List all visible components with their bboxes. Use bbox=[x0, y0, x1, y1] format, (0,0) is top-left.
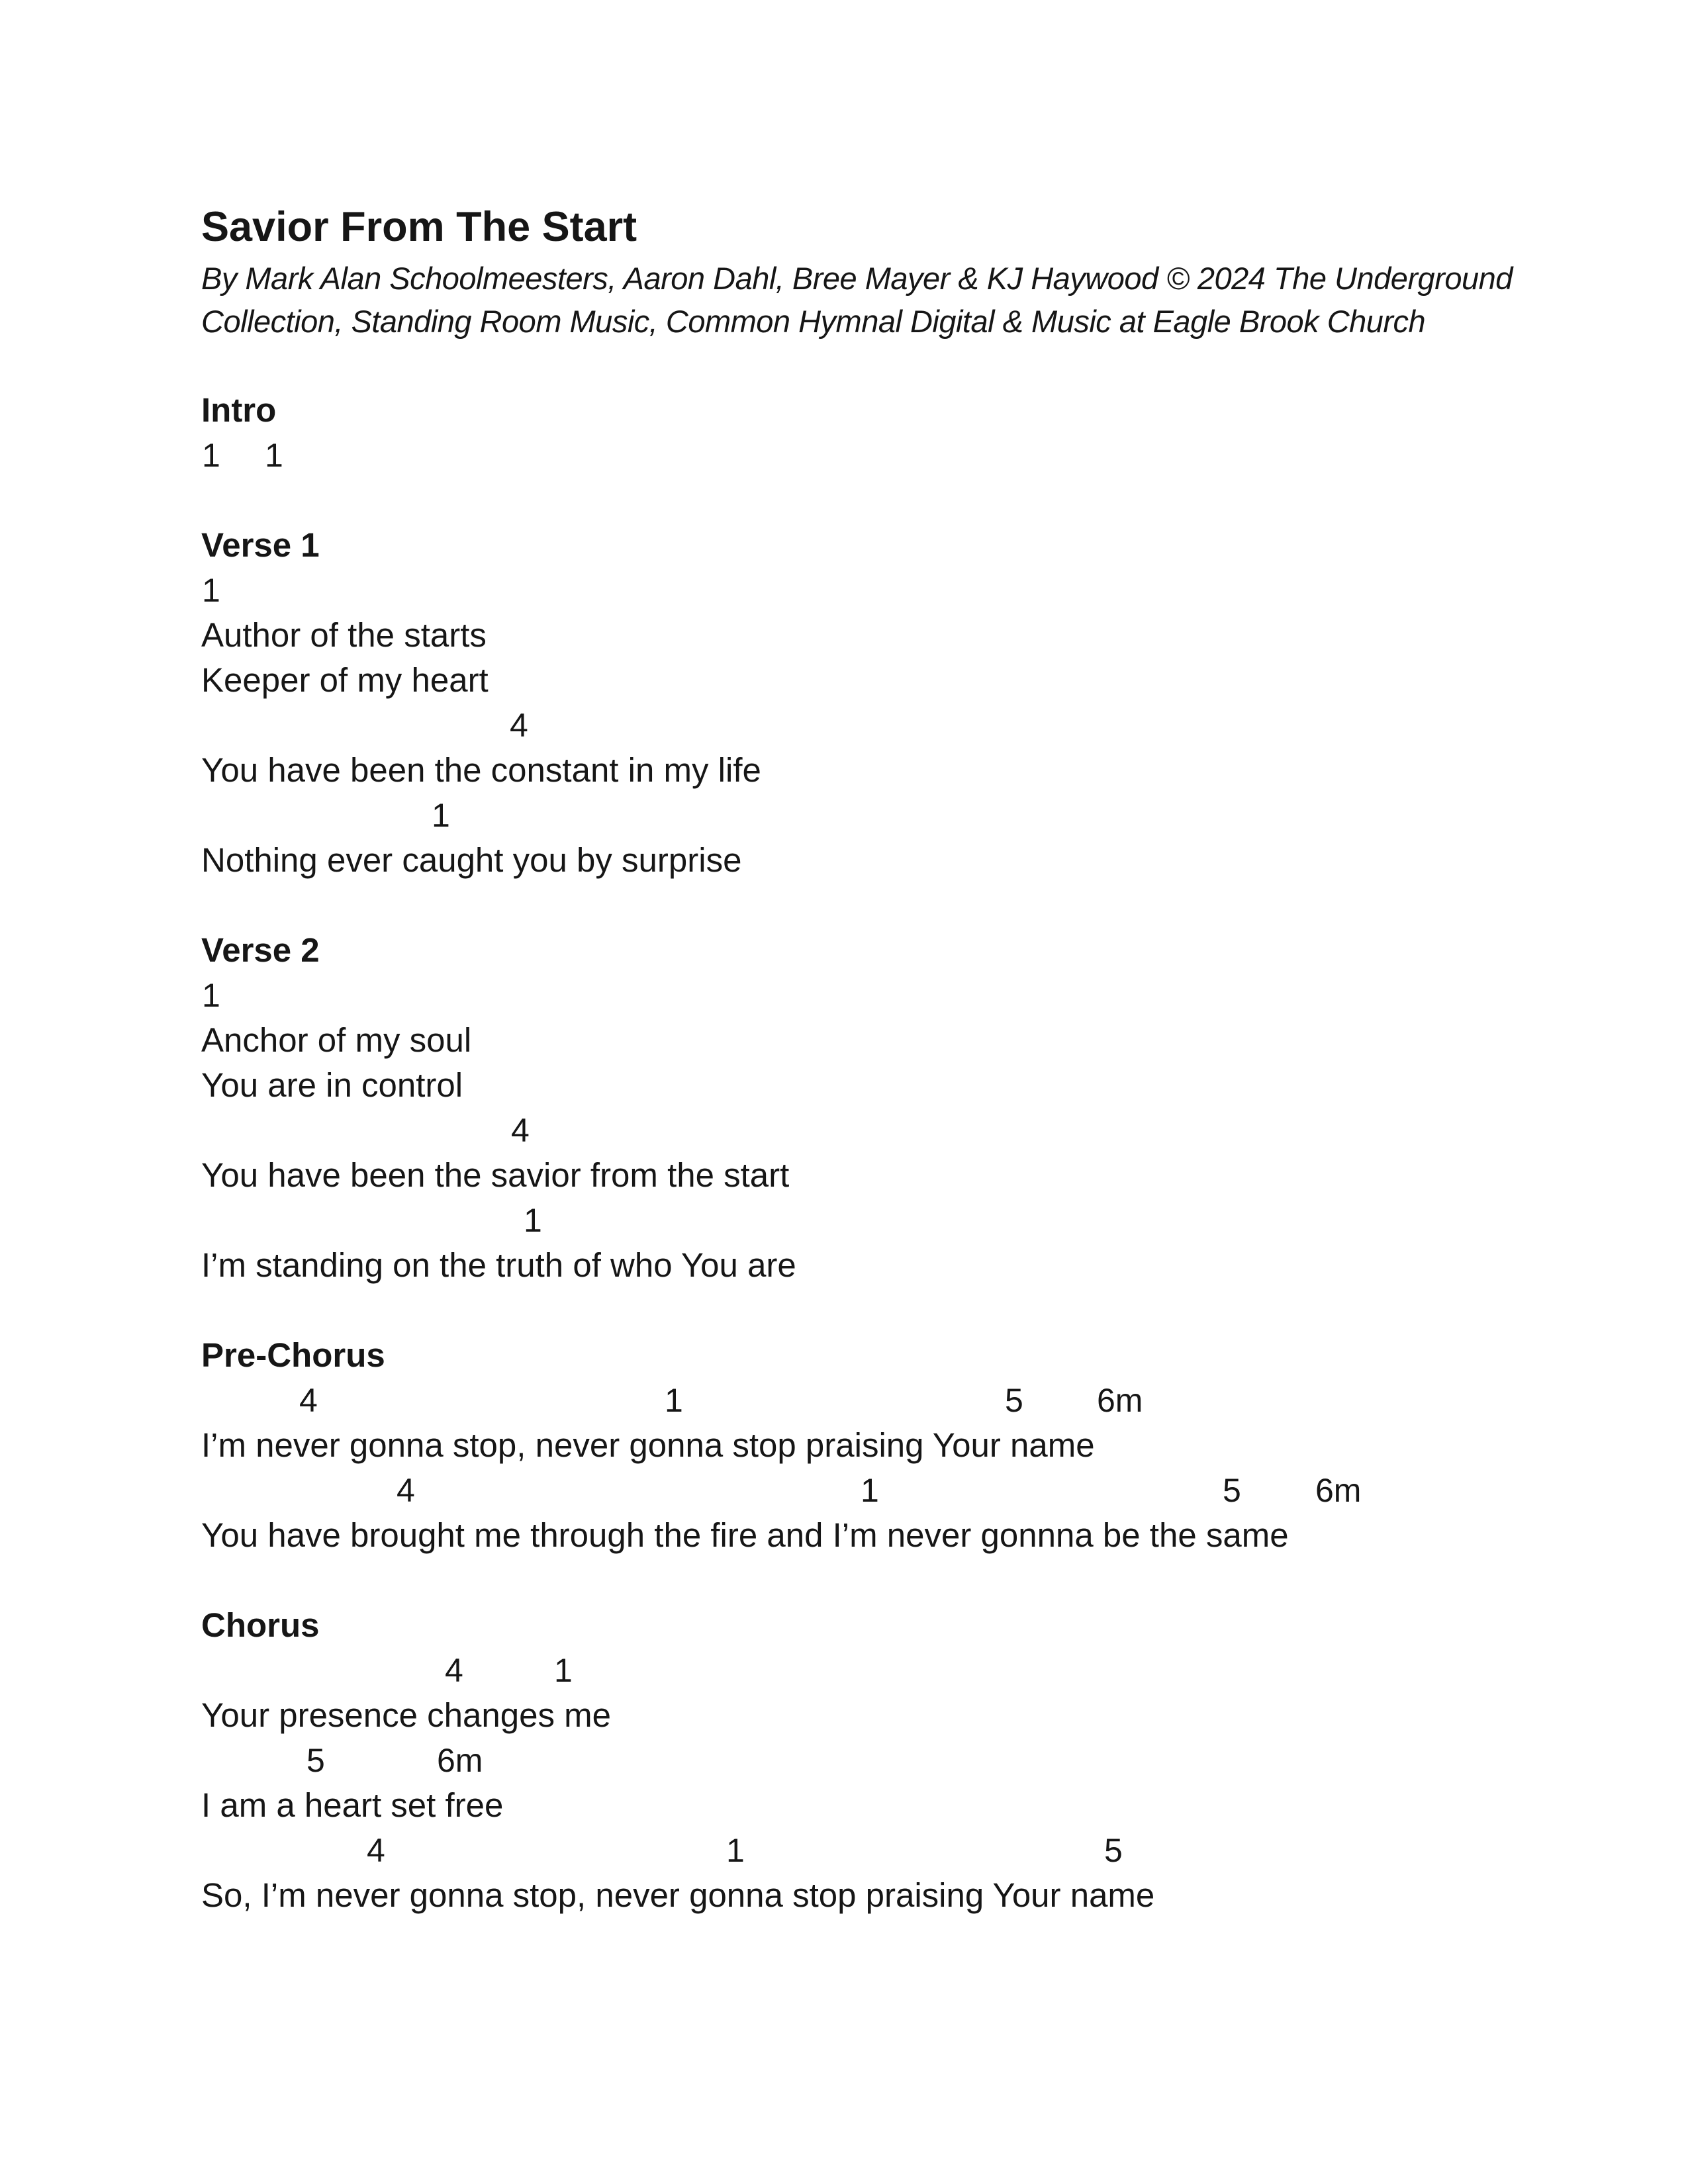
section-label: Verse 1 bbox=[201, 526, 320, 564]
lyric-line: So, I’m never gonna stop, never gonna stop praising Your name bbox=[201, 1876, 1155, 1914]
lyric-line: You have been the savior from the start bbox=[201, 1156, 790, 1194]
section-verse-2 bbox=[201, 928, 1688, 1288]
chord-number: 1 bbox=[432, 797, 450, 834]
chord-line bbox=[201, 1378, 1688, 1423]
lyric-line: I’m standing on the truth of who You are bbox=[201, 1246, 796, 1284]
section-pre-chorus bbox=[201, 1333, 1688, 1558]
lyric-line: Author of the starts bbox=[201, 616, 487, 654]
chord-line bbox=[201, 568, 1688, 613]
chord-number: 1 bbox=[726, 1832, 745, 1869]
chord-number: 1 bbox=[665, 1382, 683, 1419]
section-label: Verse 2 bbox=[201, 931, 320, 969]
chord-line bbox=[201, 1198, 1688, 1243]
chord-line bbox=[201, 1738, 1688, 1783]
chord-number: 5 bbox=[1104, 1832, 1123, 1869]
chord-number: 5 bbox=[1005, 1382, 1023, 1419]
chord-line bbox=[201, 973, 1688, 1018]
chord-line bbox=[201, 433, 1688, 478]
chord-line bbox=[201, 1828, 1688, 1873]
byline-line-1: By Mark Alan Schoolmeesters, Aaron Dahl, Bree Mayer & KJ Haywood © 2024 The Underground bbox=[201, 261, 1513, 296]
chord-line bbox=[201, 1108, 1688, 1153]
lyric-line: You have brought me through the fire and I’m never gonnna be the same bbox=[201, 1516, 1289, 1554]
chord-number: 4 bbox=[367, 1832, 385, 1869]
chord-number: 4 bbox=[510, 707, 528, 744]
song-sheet-content bbox=[201, 203, 1688, 1918]
chord-line bbox=[201, 793, 1688, 838]
chord-number: 5 bbox=[1223, 1472, 1241, 1509]
lyric-line: Nothing ever caught you by surprise bbox=[201, 841, 742, 879]
section-chorus bbox=[201, 1603, 1688, 1918]
chord-number: 4 bbox=[511, 1112, 530, 1149]
chord-number: 5 bbox=[306, 1742, 325, 1779]
song-byline bbox=[201, 257, 1688, 343]
lyric-line: Anchor of my soul bbox=[201, 1021, 472, 1059]
chord-number: 6m bbox=[437, 1742, 483, 1779]
chord-number: 1 bbox=[861, 1472, 879, 1509]
chord-number: 4 bbox=[445, 1652, 463, 1689]
song-sections bbox=[201, 388, 1688, 1918]
song-title: Savior From The Start bbox=[201, 204, 637, 250]
chord-number: 1 bbox=[202, 572, 220, 609]
section-label: Chorus bbox=[201, 1606, 320, 1644]
byline-line-2: Collection, Standing Room Music, Common Hymnal Digital & Music at Eagle Brook Church bbox=[201, 304, 1426, 339]
chord-number: 4 bbox=[397, 1472, 415, 1509]
lyric-line: Keeper of my heart bbox=[201, 661, 489, 699]
lyric-line: You have been the constant in my life bbox=[201, 751, 761, 789]
chord-number: 1 bbox=[524, 1202, 542, 1239]
chord-line bbox=[201, 1648, 1688, 1693]
lyric-line: I’m never gonna stop, never gonna stop praising Your name bbox=[201, 1426, 1095, 1464]
chord-number: 1 bbox=[202, 437, 220, 474]
chord-number: 6m bbox=[1315, 1472, 1362, 1509]
chord-line bbox=[201, 703, 1688, 748]
lyric-line: I am a heart set free bbox=[201, 1786, 504, 1824]
section-label: Intro bbox=[201, 391, 277, 429]
lyric-line: You are in control bbox=[201, 1066, 463, 1104]
section-intro bbox=[201, 388, 1688, 478]
chord-number: 6m bbox=[1097, 1382, 1143, 1419]
chord-number: 1 bbox=[202, 977, 220, 1014]
chord-number: 4 bbox=[299, 1382, 318, 1419]
chord-line bbox=[201, 1468, 1688, 1513]
section-label: Pre-Chorus bbox=[201, 1336, 385, 1374]
lyric-line: Your presence changes me bbox=[201, 1696, 612, 1734]
section-verse-1 bbox=[201, 523, 1688, 883]
chord-number: 1 bbox=[265, 437, 283, 474]
chord-number: 1 bbox=[554, 1652, 573, 1689]
